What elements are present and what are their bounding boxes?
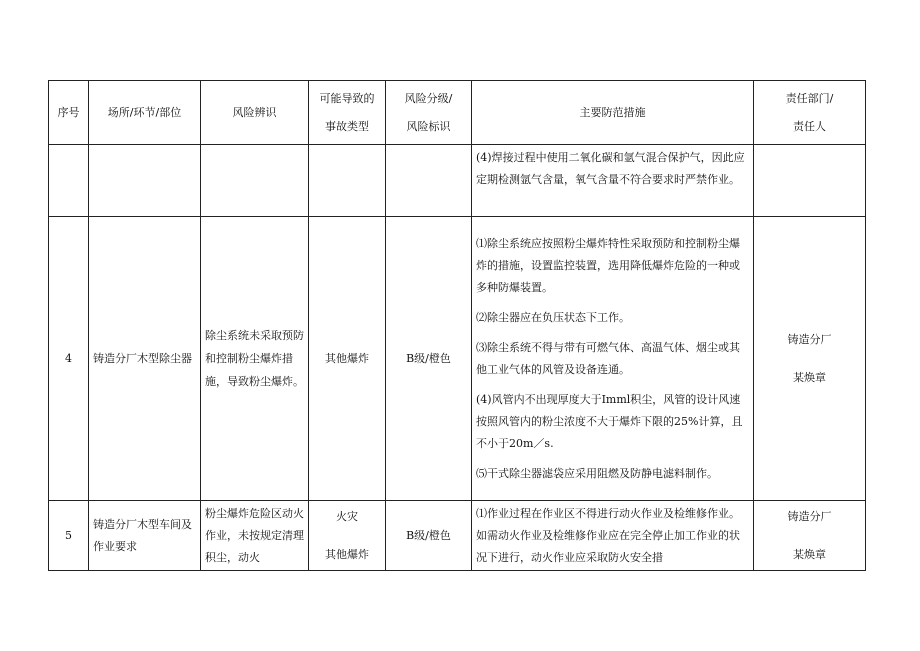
- header-accident-type: [309, 81, 386, 145]
- row-accident-type: [309, 145, 386, 217]
- accident-type-item: 其他爆炸: [325, 547, 369, 561]
- table-row: [49, 501, 866, 571]
- responsible-person: 某焕章: [793, 547, 826, 561]
- row-risk: 除尘系统未采取预防和控制粉尘爆炸措施，导致粉尘爆炸。: [201, 217, 309, 501]
- measure-item: ⑵除尘器应在负压状态下工作。: [476, 310, 630, 324]
- row-no: 4: [49, 217, 89, 501]
- row-measures: [472, 501, 754, 571]
- measure-item: (4)焊接过程中使用二氧化碳和氩气混合保护气，因此应定期检测氩气含量，氧气含量不符合要求时严禁作业。: [476, 151, 745, 186]
- measure-item: ⑶除尘系统不得与带有可燃气体、高温气体、烟尘或其他工业气体的风管及设备连通。: [476, 340, 740, 376]
- row-accident-type: [309, 501, 386, 571]
- row-risk: 粉尘爆炸危险区动火作业，未按规定清理积尘，动火: [201, 501, 309, 571]
- responsible-dept: 铸造分厂: [787, 509, 832, 523]
- row-risk-level: B级/橙色: [386, 501, 472, 571]
- row-location: 铸造分厂木型除尘器: [89, 217, 201, 501]
- header-row: [49, 81, 866, 145]
- header-risk-level-line1: 风险分级/: [404, 91, 453, 105]
- row-responsible: [754, 217, 866, 501]
- responsible-person: 某焕章: [793, 370, 826, 384]
- measure-item: ⑸干式除尘器滤袋应采用阻燃及防静电滤料制作。: [476, 466, 718, 480]
- accident-type-item: 火灾: [336, 509, 358, 523]
- table-row: [49, 217, 866, 501]
- measure-item: ⑴作业过程在作业区不得进行动火作业及检维修作业。如需动火作业及检维修作业应在完全停止加工作业的状况下进行，动火作业应采取防火安全措: [476, 506, 740, 564]
- measure-item: (4)风管内不出现厚度大于Imml积尘，风管的设计风速按照风管内的粉尘浓度不大于爆炸下限的25%计算，且不小于20m／s.: [476, 392, 743, 450]
- row-no: [49, 145, 89, 217]
- header-risk-level: [386, 81, 472, 145]
- header-risk-level-line2: 风险标识: [406, 119, 451, 133]
- measure-item: ⑴除尘系统应按照粉尘爆炸特性采取预防和控制粉尘爆炸的措施，设置监控装置，选用降低爆炸危险的一种或多种防爆装置。: [476, 236, 740, 294]
- row-risk-level: [386, 145, 472, 217]
- header-dept-line2: 责任人: [793, 119, 826, 133]
- table-row: [49, 145, 866, 217]
- responsible-dept: 铸造分厂: [787, 332, 832, 346]
- row-location: 铸造分厂木型车间及作业要求: [89, 501, 201, 571]
- header-accident-type-line2: 事故类型: [325, 119, 369, 133]
- header-responsible-dept: [754, 81, 866, 145]
- row-measures: [472, 145, 754, 217]
- header-measures: 主要防范措施: [472, 81, 754, 145]
- row-risk-level: B级/橙色: [386, 217, 472, 501]
- row-accident-type: 其他爆炸: [309, 217, 386, 501]
- header-location: 场所/环节/部位: [89, 81, 201, 145]
- row-responsible: [754, 501, 866, 571]
- risk-table: [48, 80, 866, 571]
- row-risk: [201, 145, 309, 217]
- header-accident-type-line1: 可能导致的: [319, 91, 375, 105]
- row-no: 5: [49, 501, 89, 571]
- header-no: 序号: [49, 81, 89, 145]
- header-dept-line1: 责任部门/: [785, 91, 834, 105]
- row-responsible: [754, 145, 866, 217]
- row-measures: [472, 217, 754, 501]
- header-risk-identification: 风险辨识: [201, 81, 309, 145]
- row-location: [89, 145, 201, 217]
